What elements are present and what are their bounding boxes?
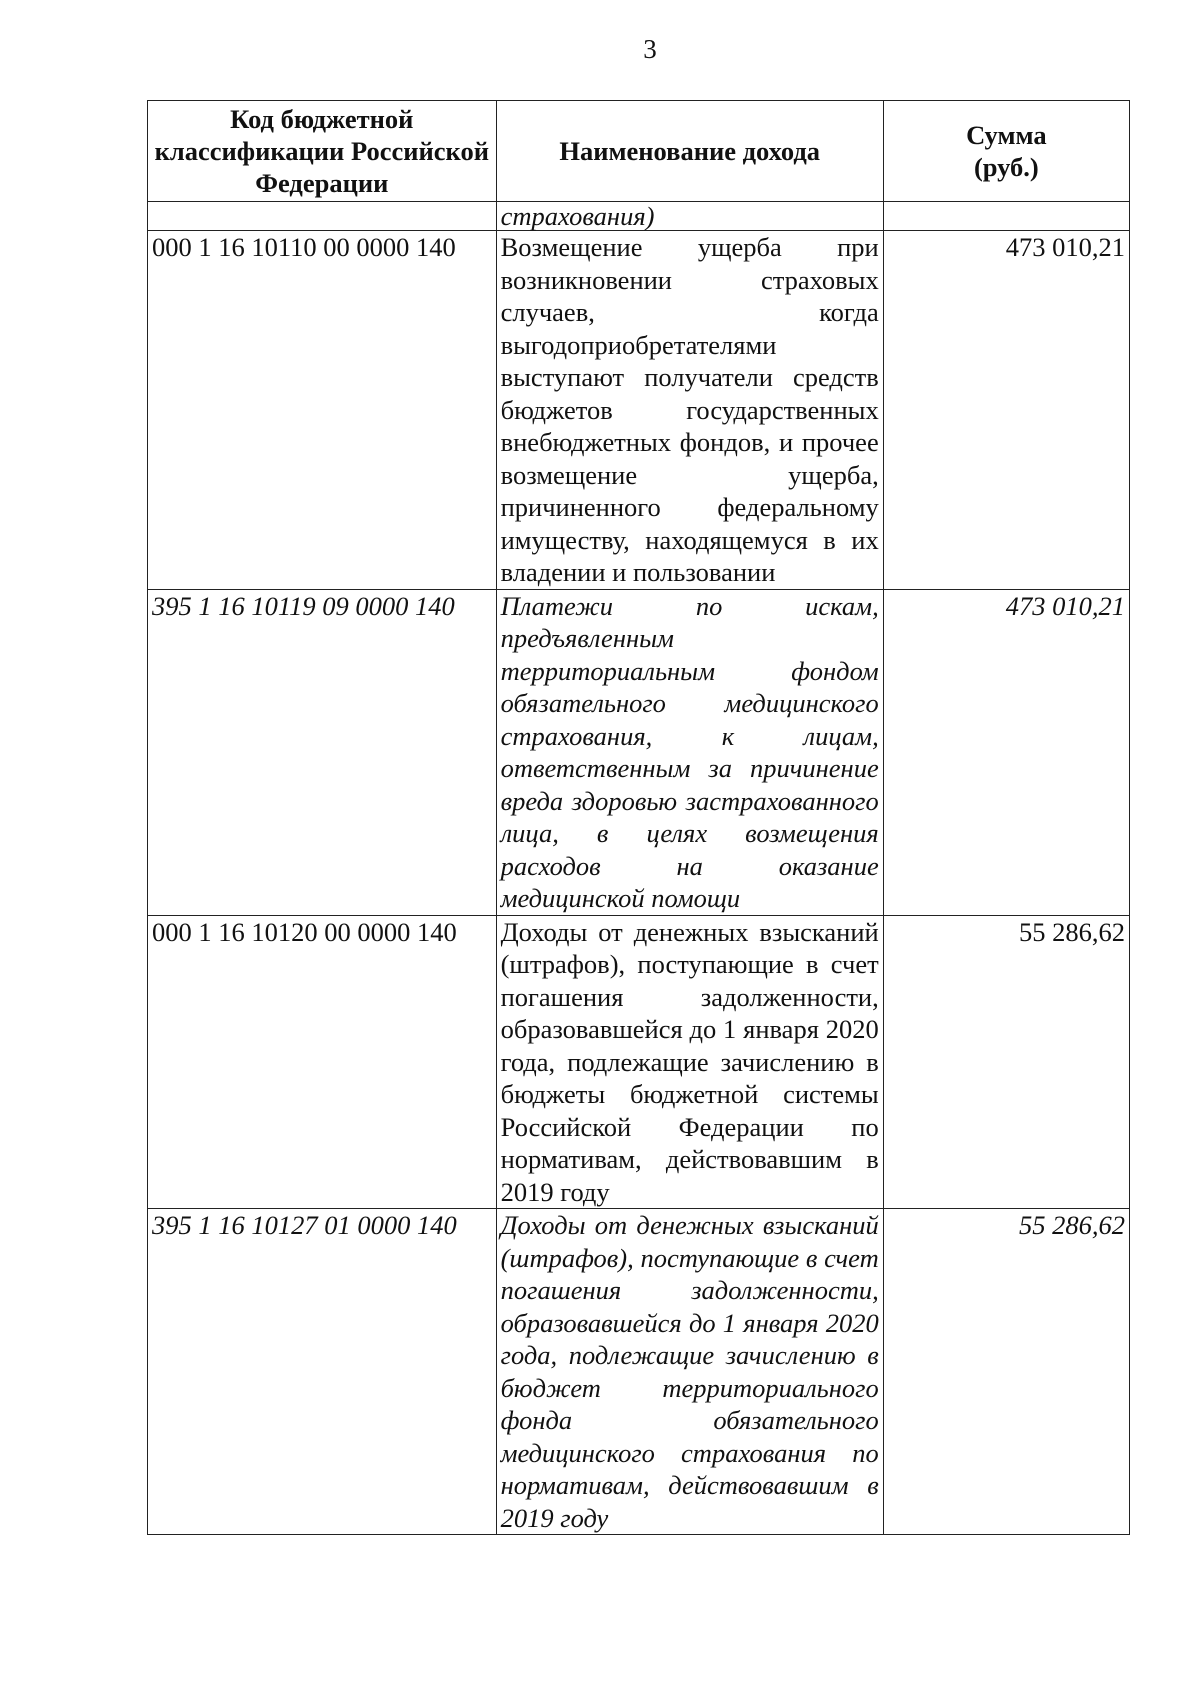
row-sum: 55 286,62 xyxy=(883,1209,1129,1535)
continuation-row xyxy=(148,202,1130,231)
budget-table xyxy=(147,100,1130,1535)
row-code: 395 1 16 10127 01 0000 140 xyxy=(148,1209,497,1535)
header-name: Наименование дохода xyxy=(496,101,883,202)
page-number: 3 xyxy=(643,34,657,64)
table-row xyxy=(148,231,1130,590)
row-sum: 473 010,21 xyxy=(883,231,1129,590)
table-header-row xyxy=(148,101,1130,202)
row-code: 000 1 16 10110 00 0000 140 xyxy=(148,231,497,590)
row-name: Платежи по искам, предъявленным территориальным фондом обязательного медицинского страхования, к лицам, ответственным за причинение вреда здоровью застрахованного лица, в целях возмещения расходов на оказание медицинской помощи xyxy=(496,589,883,915)
table-row xyxy=(148,915,1130,1209)
row-name: Возмещение ущерба при возникновении страховых случаев, когда выгодоприобретателями выступают получатели средств бюджетов государственных внебюджетных фондов, и прочее возмещение ущерба, причиненного федеральному имуществу, находящемуся в их владении и пользовании xyxy=(496,231,883,590)
row-sum: 473 010,21 xyxy=(883,589,1129,915)
continuation-code xyxy=(148,202,497,231)
continuation-name: страхования) xyxy=(496,202,883,231)
row-name: Доходы от денежных взысканий (штрафов), поступающие в счет погашения задолженности, образовавшейся до 1 января 2020 года, подлежащие зачислению в бюджет территориального фонда обязательного медицинского страхования по нормативам, действовавшим в 2019 году xyxy=(496,1209,883,1535)
header-code: Код бюджетной классификации Российской Федерации xyxy=(148,101,497,202)
row-name: Доходы от денежных взысканий (штрафов), поступающие в счет погашения задолженности, образовавшейся до 1 января 2020 года, подлежащие зачислению в бюджеты бюджетной системы Российской Федерации по нормативам, действовавшим в 2019 году xyxy=(496,915,883,1209)
continuation-sum xyxy=(883,202,1129,231)
table-row xyxy=(148,589,1130,915)
table-row xyxy=(148,1209,1130,1535)
row-code: 000 1 16 10120 00 0000 140 xyxy=(148,915,497,1209)
header-sum: Сумма (руб.) xyxy=(883,101,1129,202)
row-code: 395 1 16 10119 09 0000 140 xyxy=(148,589,497,915)
row-sum: 55 286,62 xyxy=(883,915,1129,1209)
